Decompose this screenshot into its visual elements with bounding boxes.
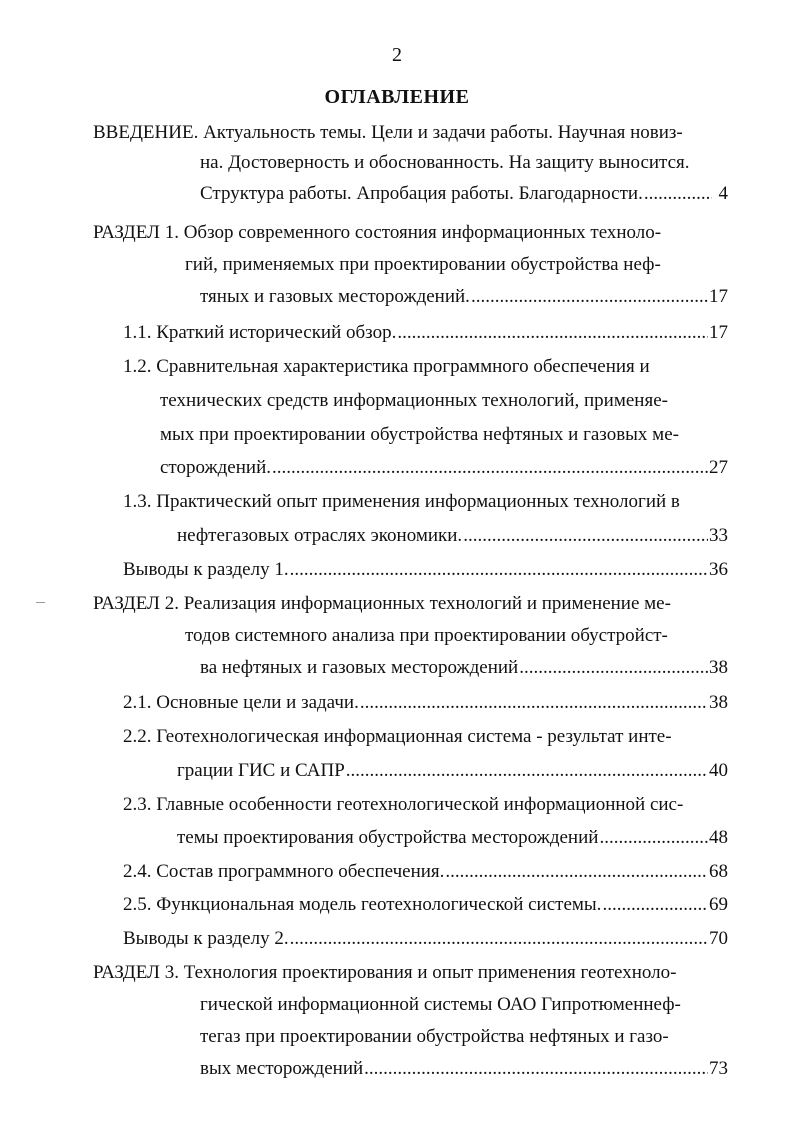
dot-leader <box>364 1058 708 1080</box>
dot-leader <box>602 894 708 916</box>
dot-leader <box>599 827 708 849</box>
toc-title: ОГЛАВЛЕНИЕ <box>324 86 470 108</box>
toc-page-number: 68 <box>709 861 728 882</box>
toc-intro-line1: ВВЕДЕНИЕ. Актуальность темы. Цели и задачи работы. Научная новиз- <box>93 122 683 143</box>
toc-page-number: 38 <box>709 692 728 713</box>
toc-section1-line2: гий, применяемых при проектировании обустройства неф- <box>185 254 661 275</box>
page-number: 2 <box>392 44 402 66</box>
toc-entry-intro <box>200 183 728 205</box>
toc-page-number: 73 <box>709 1058 728 1079</box>
toc-page-number: 36 <box>709 559 728 580</box>
toc-entry-text: 2.1. Основные цели и задачи. <box>123 692 359 713</box>
toc-1-2-line2: технических средств информационных технологий, применяе- <box>160 390 668 411</box>
toc-section1-line1: РАЗДЕЛ 1. Обзор современного состояния информационных техноло- <box>93 222 662 243</box>
dot-leader <box>644 183 712 205</box>
toc-page-number: 33 <box>709 525 728 546</box>
toc-entry-1-2 <box>160 457 728 479</box>
dot-leader <box>445 861 708 883</box>
toc-intro-line2: на. Достоверность и обоснованность. На защиту выносится. <box>200 152 690 173</box>
toc-entry-text: 1.1. Краткий исторический обзор. <box>123 322 397 343</box>
toc-page-number: 38 <box>709 657 728 678</box>
dot-leader <box>346 760 708 782</box>
toc-entry-section3 <box>200 1058 728 1080</box>
toc-section3-line2: гической информационной системы ОАО Гипротюменнеф- <box>200 994 681 1015</box>
dot-leader <box>463 525 708 547</box>
dot-leader <box>471 286 708 308</box>
toc-entry-text: 2.4. Состав программного обеспечения. <box>123 861 445 882</box>
toc-entry-text: грации ГИС и САПР <box>177 760 345 781</box>
dot-leader <box>519 657 708 679</box>
toc-entry-2-3 <box>177 827 728 849</box>
toc-page-number: 70 <box>709 928 728 949</box>
toc-1-2-line1: 1.2. Сравнительная характеристика программного обеспечения и <box>123 356 650 377</box>
dot-leader <box>272 457 708 479</box>
toc-page-number: 17 <box>709 322 728 343</box>
margin-mark <box>36 602 45 603</box>
toc-page-number: 48 <box>709 827 728 848</box>
dot-leader <box>290 928 708 950</box>
toc-entry-text: 2.5. Функциональная модель геотехнологической системы. <box>123 894 602 915</box>
toc-section3-line3: тегаз при проектировании обустройства нефтяных и газо- <box>200 1026 669 1047</box>
dot-leader <box>290 559 708 581</box>
toc-2-3-line1: 2.3. Главные особенности геотехнологической информационной сис- <box>123 794 684 815</box>
toc-section2-line2: тодов системного анализа при проектировании обустройст- <box>185 625 668 646</box>
toc-entry-text: тяных и газовых месторождений. <box>200 286 470 307</box>
toc-entry-section2 <box>200 657 728 679</box>
toc-entry-text: темы проектирования обустройства месторождений <box>177 827 599 848</box>
toc-page-number: 27 <box>709 457 728 478</box>
toc-entry-2-1 <box>123 692 728 714</box>
toc-1-2-line3: мых при проектировании обустройства нефтяных и газовых ме- <box>160 424 679 445</box>
toc-page-number: 4 <box>718 183 728 204</box>
toc-page-number: 17 <box>709 286 728 307</box>
toc-entry-text: вых месторождений <box>200 1058 364 1079</box>
toc-entry-text: Выводы к разделу 2. <box>123 928 289 949</box>
toc-entry-1-3 <box>177 525 728 547</box>
toc-page-number: 40 <box>709 760 728 781</box>
dot-leader <box>397 322 708 344</box>
toc-entry-text: нефтегазовых отраслях экономики. <box>177 525 463 546</box>
toc-entry-2-5 <box>123 894 728 916</box>
dot-leader <box>360 692 708 714</box>
toc-page-number: 69 <box>709 894 728 915</box>
toc-1-3-line1: 1.3. Практический опыт применения информационных технологий в <box>123 491 680 512</box>
toc-entry-conclusions-2 <box>123 928 728 950</box>
toc-2-2-line1: 2.2. Геотехнологическая информационная система - результат инте- <box>123 726 672 747</box>
toc-entry-1-1 <box>123 322 728 344</box>
toc-entry-conclusions-1 <box>123 559 728 581</box>
toc-entry-text: Структура работы. Апробация работы. Благодарности. <box>200 183 643 204</box>
toc-section2-line1: РАЗДЕЛ 2. Реализация информационных технологий и применение ме- <box>93 593 671 614</box>
toc-entry-text: Выводы к разделу 1. <box>123 559 289 580</box>
toc-entry-section1 <box>200 286 728 308</box>
toc-entry-text: ва нефтяных и газовых месторождений <box>200 657 519 678</box>
toc-entry-2-4 <box>123 861 728 883</box>
toc-entry-text: сторождений. <box>160 457 271 478</box>
toc-section3-line1: РАЗДЕЛ 3. Технология проектирования и опыт применения геотехноло- <box>93 962 677 983</box>
toc-entry-2-2 <box>177 760 728 782</box>
